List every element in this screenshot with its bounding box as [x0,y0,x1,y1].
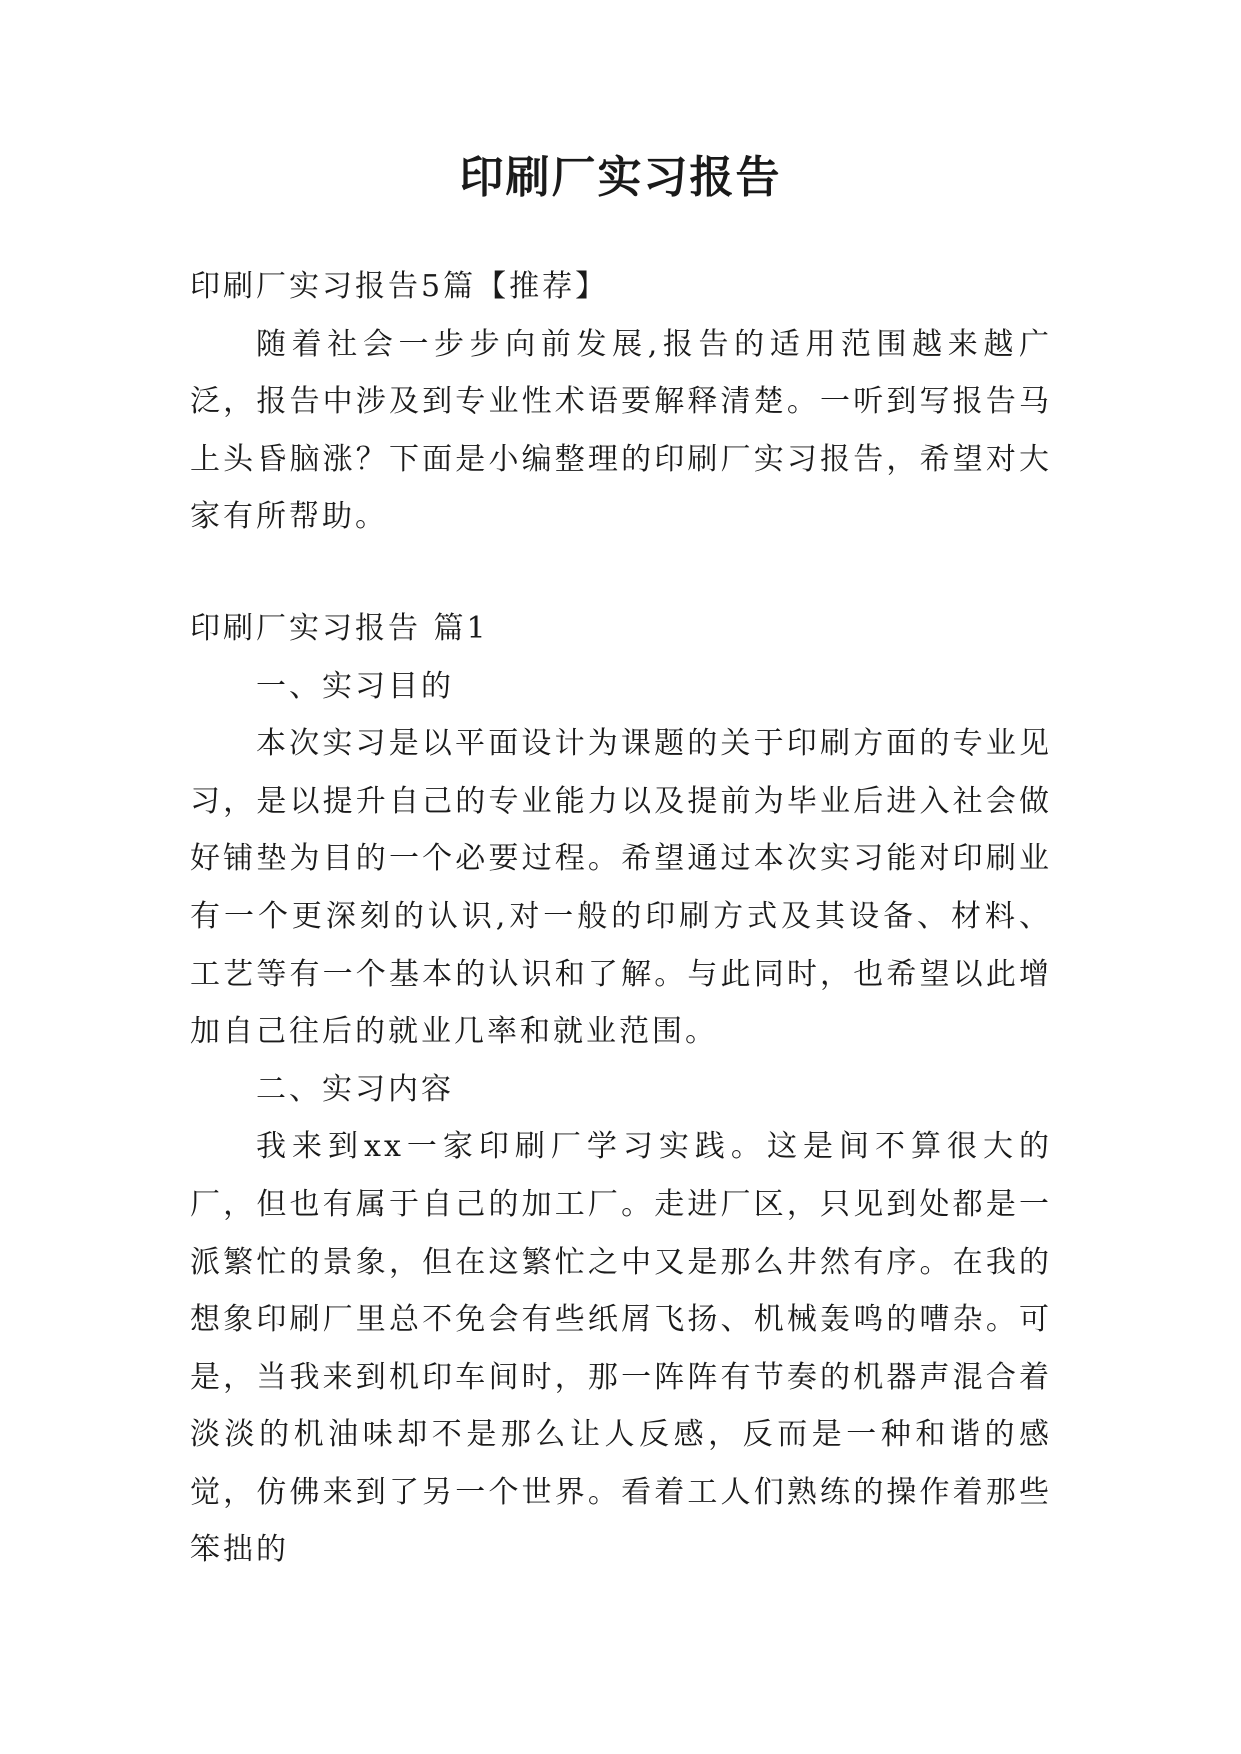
section-heading-content: 二、实习内容 [256,1071,454,1107]
section-paragraph-content: 我来到xx一家印刷厂学习实践。这是间不算很大的厂，但也有属于自己的加工厂。走进厂区，只见到处都是一派繁忙的景象，但在这繁忙之中又是那么井然有序。在我的想象印刷厂里总不免会有些纸屑飞扬、机械轰鸣的嘈杂。可是，当我来到机印车间时，那一阵阵有节奏的机器声混合着淡淡的机油味却不是那么让人反感，反而是一种和谐的感觉，仿佛来到了另一个世界。看着工人们熟练的操作着那些笨拙的 [190,1129,1052,1568]
section-paragraph-purpose: 本次实习是以平面设计为课题的关于印刷方面的专业见习，是以提升自己的专业能力以及提前为毕业后进入社会做好铺垫为目的一个必要过程。希望通过本次实习能对印刷业有一个更深刻的认识,对一般的印刷方式及其设备、材料、工艺等有一个基本的认识和了解。与此同时，也希望以此增加自己往后的就业几率和就业范围。 [190,726,1052,1050]
paragraph-gap [190,546,1052,600]
document-subtitle: 印刷厂实习报告5篇【推荐】 [190,269,609,304]
document-body [190,258,1052,1579]
chapter-heading: 印刷厂实习报告 篇1 [190,610,489,646]
document-title: 印刷厂实习报告 [459,152,782,203]
section-heading-purpose: 一、实习目的 [256,668,454,704]
intro-paragraph: 随着社会一步步向前发展,报告的适用范围越来越广泛，报告中涉及到专业性术语要解释清楚。一听到写报告马上头昏脑涨？下面是小编整理的印刷厂实习报告，希望对大家有所帮助。 [190,326,1052,535]
